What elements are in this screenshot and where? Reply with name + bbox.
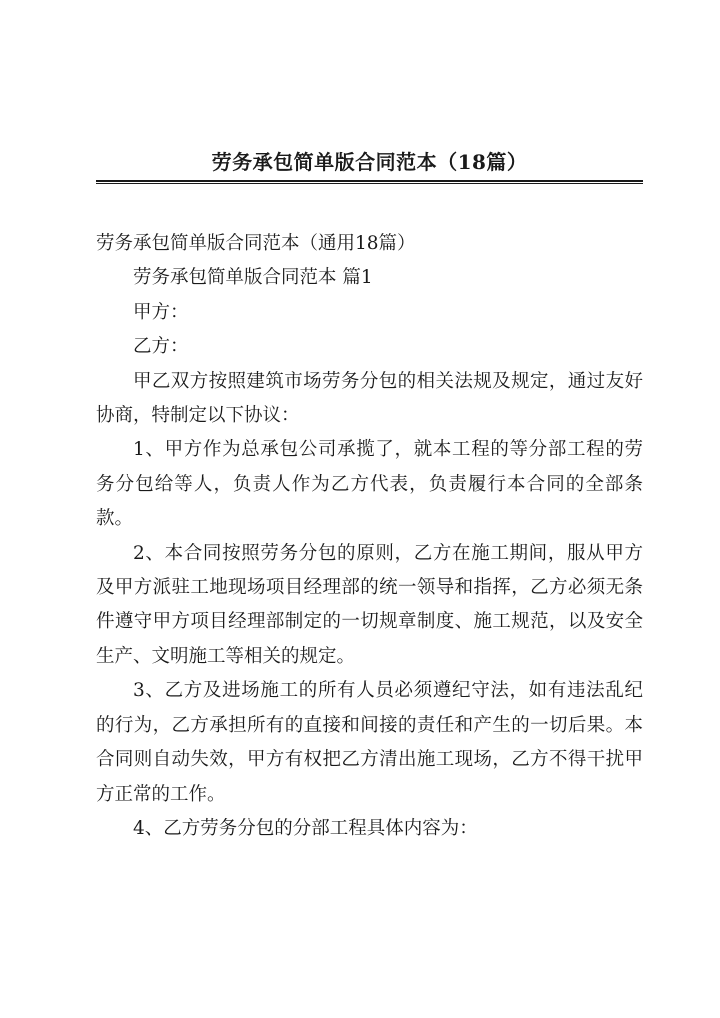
document-body (96, 227, 643, 846)
section-heading: 劳务承包简单版合同范本 篇1 (133, 267, 373, 289)
subtitle-paragraph: 劳务承包简单版合同范本（通用18篇） (96, 233, 416, 254)
document-title: 劳务承包简单版合同范本（18篇） (211, 150, 528, 174)
clause-2: 2、本合同按照劳务分包的原则，乙方在施工期间，服从甲方及甲方派驻工地现场项目经理部的统一领导和指挥，乙方必须无条件遵守甲方项目经理部制定的一切规章制度、施工规范，以及安全生产、文明施工等相关的规定。 (96, 542, 643, 667)
party-b-field: 乙方： (133, 336, 189, 358)
title-divider (96, 180, 643, 182)
title-divider-thin (96, 183, 643, 184)
party-a-field: 甲方： (133, 301, 189, 323)
clause-3: 3、乙方及进场施工的所有人员必须遵纪守法，如有违法乱纪的行为，乙方承担所有的直接和间接的责任和产生的一切后果。本合同则自动失效，甲方有权把乙方清出施工现场，乙方不得干扰甲方正常的工作。 (96, 680, 643, 805)
intro-paragraph: 甲乙双方按照建筑市场劳务分包的相关法规及规定，通过友好协商，特制定以下协议： (96, 370, 643, 427)
clause-1: 1、甲方作为总承包公司承揽了，就本工程的等分部工程的劳务分包给等人，负责人作为乙方代表，负责履行本合同的全部条款。 (96, 439, 643, 530)
clause-4: 4、乙方劳务分包的分部工程具体内容为： (133, 817, 478, 839)
